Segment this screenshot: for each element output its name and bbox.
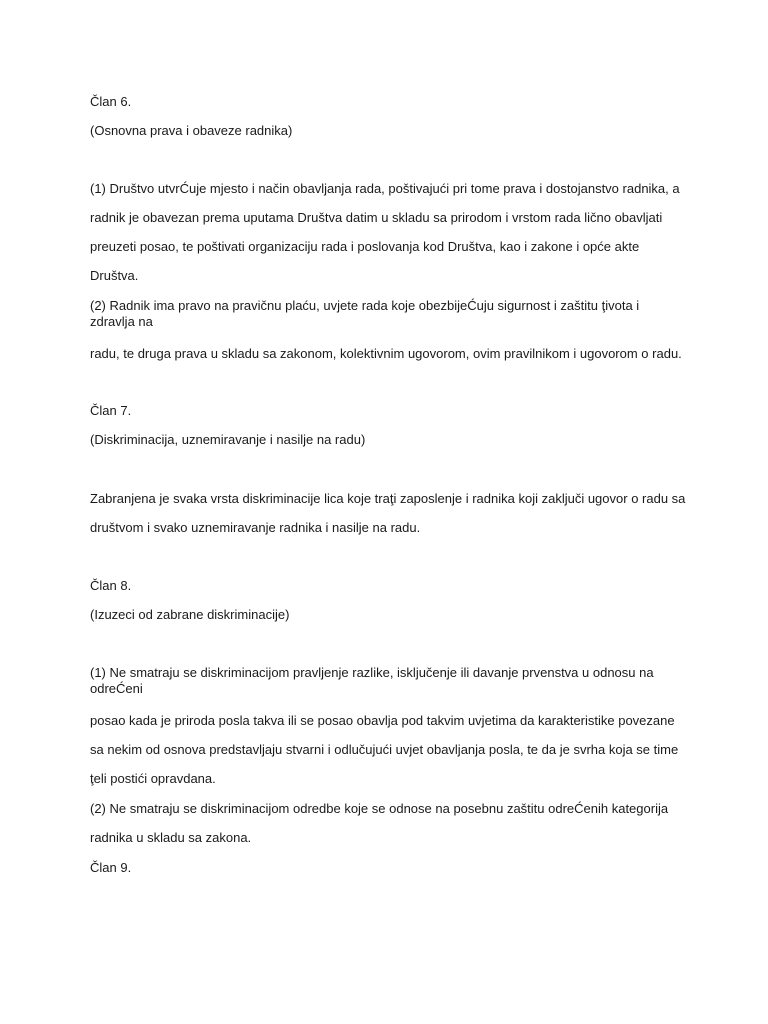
article-subtitle: (Diskriminacija, uznemiravanje i nasilje na radu) — [90, 432, 366, 447]
paragraph-line: Zabranjena je svaka vrsta diskriminacije lica koje traţi zaposlenje i radnika koji zaključi ugovor o radu sa — [90, 491, 686, 506]
article-heading: Član 6. — [90, 94, 132, 109]
article-heading: Član 9. — [90, 860, 132, 875]
article-subtitle: (Izuzeci od zabrane diskriminacije) — [90, 607, 290, 622]
paragraph-line: Društva. — [90, 268, 139, 283]
paragraph-line: preuzeti posao, te poštivati organizaciju rada i poslovanja kod Društva, kao i zakone i opće akte — [90, 239, 640, 254]
paragraph-line: sa nekim od osnova predstavljaju stvarni i odlučujući uvjet obavljanja posla, te da je svrha koja se time — [90, 742, 679, 757]
paragraph-line: ţeli postići opravdana. — [90, 771, 216, 786]
paragraph-line: radu, te druga prava u skladu sa zakonom, kolektivnim ugovorom, ovim pravilnikom i ugovorom o radu. — [90, 346, 682, 361]
paragraph-line: (1) Ne smatraju se diskriminacijom pravljenje razlike, isključenje ili davanje prvenstva u odnosu na odreĆeni — [90, 665, 654, 696]
article-heading: Član 8. — [90, 578, 132, 593]
article-subtitle: (Osnovna prava i obaveze radnika) — [90, 123, 293, 138]
article-heading: Član 7. — [90, 403, 132, 418]
paragraph-line: društvom i svako uznemiravanje radnika i nasilje na radu. — [90, 520, 421, 535]
paragraph-line: radnika u skladu sa zakona. — [90, 830, 252, 845]
paragraph-line: posao kada je priroda posla takva ili se posao obavlja pod takvim uvjetima da karakteristike povezane — [90, 713, 675, 728]
paragraph-line: (2) Ne smatraju se diskriminacijom odredbe koje se odnose na posebnu zaštitu odreĆenih kategorija — [90, 801, 669, 816]
paragraph-line: (2) Radnik ima pravo na pravičnu plaću, uvjete rada koje obezbijeĆuju sigurnost i zaštitu ţivota i zdravlja na — [90, 298, 640, 329]
paragraph-line: (1) Društvo utvrĆuje mjesto i način obavljanja rada, poštivajući pri tome prava i dostojanstvo radnika, a — [90, 181, 680, 196]
paragraph-line: radnik je obavezan prema uputama Društva datim u skladu sa prirodom i vrstom rada lično obavljati — [90, 210, 663, 225]
